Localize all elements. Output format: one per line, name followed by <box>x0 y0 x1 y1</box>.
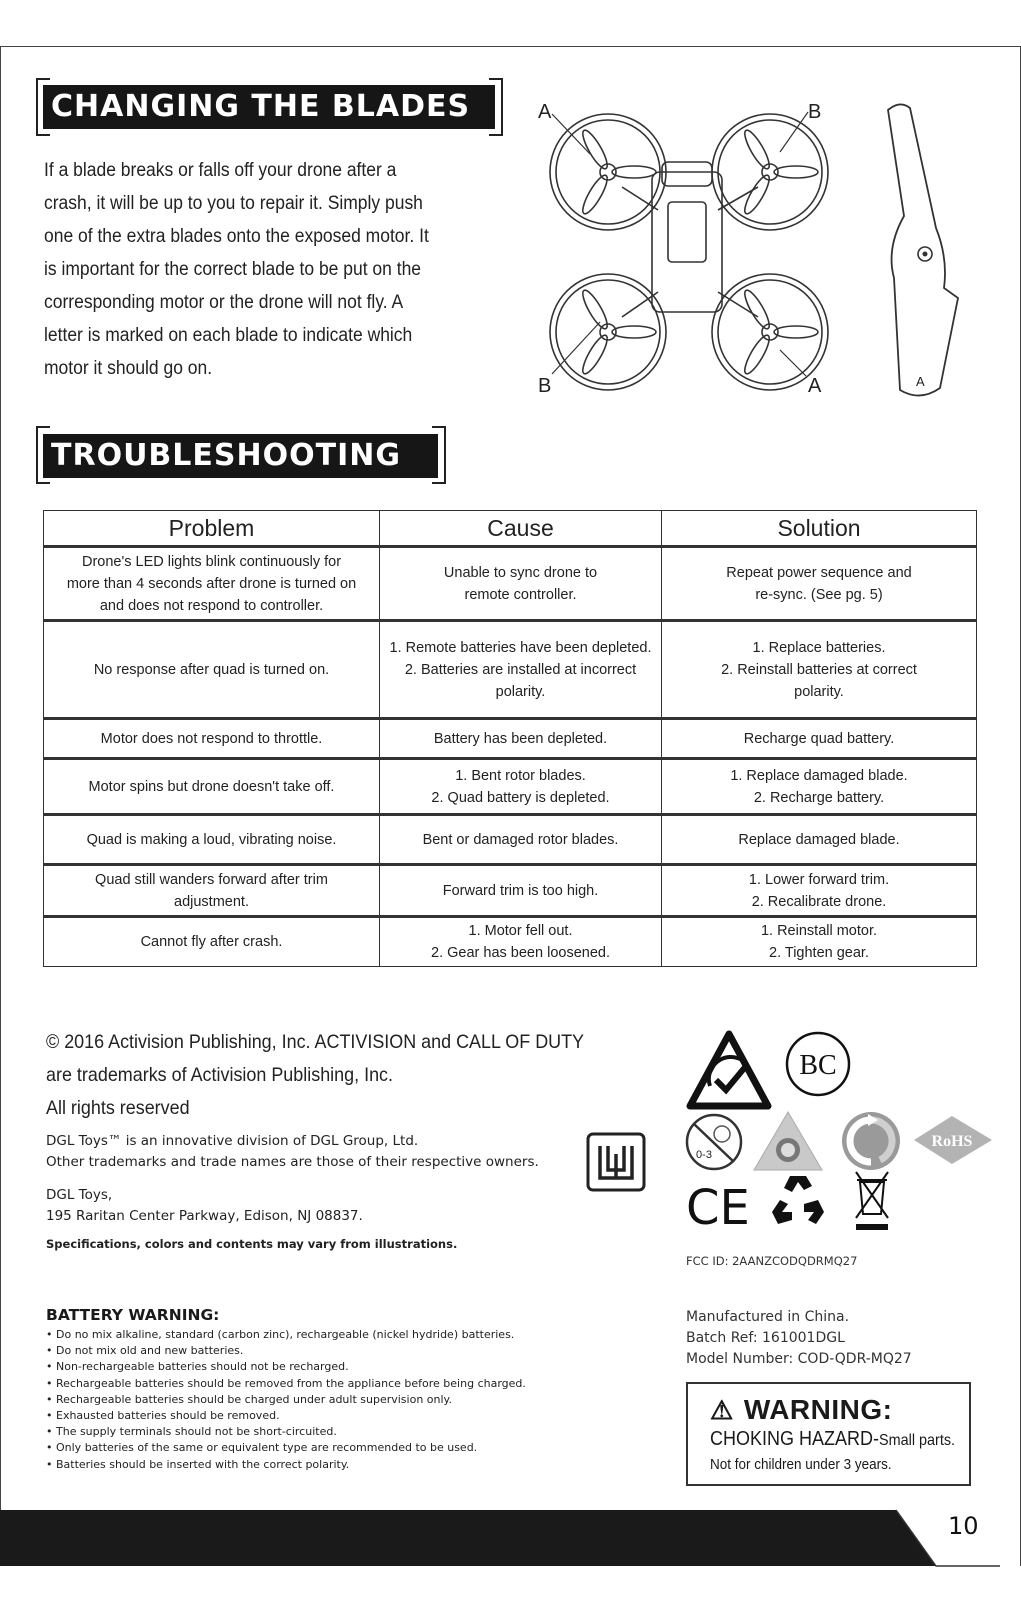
cause-line: polarity. <box>495 683 546 700</box>
problem-line: No response after quad is turned on. <box>93 661 330 678</box>
battery-warning-title: BATTERY WARNING: <box>46 1306 220 1324</box>
column-header-problem: Problem <box>44 511 380 547</box>
cause-cell <box>380 865 662 917</box>
lion-mark-icon <box>752 1110 824 1172</box>
label-bottom-left: B <box>538 375 552 397</box>
address <box>46 1185 626 1227</box>
label-bottom-right: A <box>808 375 822 397</box>
problem-line: Cannot fly after crash. <box>140 934 283 950</box>
solution-line: Repeat power sequence and <box>726 564 912 581</box>
manufacturing-info <box>686 1307 912 1370</box>
solution-cell <box>662 865 977 917</box>
solution-cell <box>662 547 977 621</box>
battery-warning-item: • Rechargeable batteries should be charged under adult supervision only. <box>46 1392 526 1408</box>
problem-line: Drone's LED lights blink continuously for <box>81 553 342 570</box>
rotor-guard <box>550 114 666 230</box>
problem-cell <box>44 917 380 967</box>
label-top-left: A <box>538 101 552 123</box>
copyright-notice <box>46 1026 616 1125</box>
address-line: 195 Raritan Center Parkway, Edison, NJ 08837. <box>46 1208 363 1224</box>
battery-warning-item: • Do not mix old and new batteries. <box>46 1343 526 1359</box>
table-row <box>44 719 977 759</box>
cause-line: 2. Gear has been loosened. <box>431 945 610 961</box>
svg-text:RoHS: RoHS <box>931 1133 973 1150</box>
problem-line: adjustment. <box>174 893 249 910</box>
green-dot-icon <box>840 1110 902 1172</box>
table-row <box>44 547 977 621</box>
cause-line: 2. Quad battery is depleted. <box>431 789 610 806</box>
battery-warning-item: • The supply terminals should not be short-circuited. <box>46 1424 526 1440</box>
problem-cell <box>44 719 380 759</box>
battery-warning-item: • Do no mix alkaline, standard (carbon zinc), rechargeable (nickel hydride) batteries. <box>46 1327 526 1343</box>
problem-line: Motor does not respond to throttle. <box>100 730 323 747</box>
solution-line: 1. Replace batteries. <box>752 639 886 656</box>
instruction-line: corresponding motor or the drone will not fly. A <box>44 292 404 313</box>
solution-cell <box>662 759 977 815</box>
warning-title: ⚠ WARNING: <box>710 1394 893 1425</box>
cause-cell <box>380 759 662 815</box>
drone-diagram <box>540 92 840 402</box>
cause-cell <box>380 547 662 621</box>
problem-cell <box>44 865 380 917</box>
cause-line: Forward trim is too high. <box>442 882 599 899</box>
battery-warning-item: • Non-rechargeable batteries should not be recharged. <box>46 1359 526 1375</box>
instruction-line: motor it should go on. <box>44 358 213 379</box>
problem-cell <box>44 759 380 815</box>
blades-heading: CHANGING THE BLADES <box>43 85 495 129</box>
problem-cell <box>44 815 380 865</box>
solution-line: re-sync. (See pg. 5) <box>755 586 883 603</box>
battery-warning-item: • Rechargeable batteries should be removed from the appliance before being charged. <box>46 1376 526 1392</box>
trademark-symbol-icon <box>586 1132 646 1192</box>
age-note: Not for children under 3 years. <box>710 1456 892 1473</box>
cause-cell <box>380 621 662 719</box>
manufacturing-line: Batch Ref: 161001DGL <box>686 1330 845 1346</box>
solution-cell <box>662 815 977 865</box>
svg-text:CE: CE <box>686 1180 750 1236</box>
label-top-right: B <box>808 101 822 123</box>
copyright-line: All rights reserved <box>46 1097 190 1119</box>
blade-diagram <box>880 98 970 408</box>
copyright-line: © 2016 Activision Publishing, Inc. ACTIVISION and CALL OF DUTY <box>46 1031 585 1053</box>
solution-line: 2. Reinstall batteries at correct <box>721 661 917 678</box>
copyright-line: are trademarks of Activision Publishing, Inc. <box>46 1064 394 1086</box>
cause-line: 1. Motor fell out. <box>468 923 573 939</box>
footer-bar <box>0 1508 1021 1568</box>
rotor-guard <box>712 274 828 390</box>
cause-line: remote controller. <box>464 586 577 603</box>
instruction-line: crash, it will be up to you to repair it. Simply push <box>44 193 423 214</box>
dgl-notice <box>46 1131 626 1173</box>
table-row <box>44 815 977 865</box>
problem-cell <box>44 547 380 621</box>
solution-cell <box>662 917 977 967</box>
svg-text:BC: BC <box>799 1050 837 1081</box>
page-number: 10 <box>948 1512 979 1540</box>
problem-cell <box>44 621 380 719</box>
cause-cell <box>380 719 662 759</box>
cause-line: Battery has been depleted. <box>433 730 608 747</box>
column-header-solution: Solution <box>662 511 977 547</box>
solution-line: 1. Lower forward trim. <box>748 871 890 888</box>
cause-line: 2. Batteries are installed at incorrect <box>404 661 637 678</box>
instruction-line: letter is marked on each blade to indicate which <box>44 325 413 346</box>
manufacturing-line: Manufactured in China. <box>686 1309 850 1325</box>
column-header-cause: Cause <box>380 511 662 547</box>
solution-line: Replace damaged blade. <box>738 831 900 848</box>
blades-instructions <box>44 154 449 385</box>
problem-line: Quad still wanders forward after trim <box>95 871 328 888</box>
weee-bin-icon <box>852 1168 892 1234</box>
problem-line: more than 4 seconds after drone is turned on <box>66 575 357 592</box>
manufacturing-line: Model Number: COD-QDR-MQ27 <box>686 1351 912 1367</box>
solution-line: 1. Replace damaged blade. <box>730 767 908 784</box>
battery-warning-list <box>46 1327 526 1473</box>
solution-cell <box>662 621 977 719</box>
problem-line: and does not respond to controller. <box>99 597 324 614</box>
rohs-mark-icon <box>912 1114 994 1166</box>
table-row <box>44 917 977 967</box>
cause-line: 1. Remote batteries have been depleted. <box>389 639 652 656</box>
address-line: DGL Toys, <box>46 1187 113 1203</box>
dgl-line: Other trademarks and trade names are those of their respective owners. <box>46 1154 539 1170</box>
troubleshooting-table <box>43 510 977 967</box>
fcc-id: FCC ID: 2AANZCODQDRMQ27 <box>686 1254 858 1268</box>
cause-line: Unable to sync drone to <box>443 564 598 581</box>
bc-mark-icon <box>784 1030 852 1098</box>
instruction-line: If a blade breaks or falls off your drone after a <box>44 160 397 181</box>
instruction-line: one of the extra blades onto the exposed motor. It <box>44 226 429 247</box>
solution-line: Recharge quad battery. <box>743 730 895 747</box>
rotor-guard <box>712 114 828 230</box>
recycle-icon <box>768 1170 828 1230</box>
troubleshooting-heading: TROUBLESHOOTING <box>43 434 438 478</box>
cause-line: Bent or damaged rotor blades. <box>422 831 619 848</box>
solution-line: 1. Reinstall motor. <box>760 923 878 939</box>
table-row <box>44 865 977 917</box>
ce-mark-icon <box>686 1180 752 1236</box>
problem-line: Quad is making a loud, vibrating noise. <box>86 831 337 848</box>
rcm-mark-icon <box>686 1030 772 1112</box>
blade-letter: A <box>916 374 925 389</box>
solution-line: 2. Tighten gear. <box>769 945 869 961</box>
solution-cell <box>662 719 977 759</box>
solution-line: polarity. <box>794 683 844 700</box>
rotor-guard <box>550 274 666 390</box>
solution-line: 2. Recalibrate drone. <box>751 893 887 910</box>
table-row <box>44 759 977 815</box>
battery-warning-item: • Exhausted batteries should be removed. <box>46 1408 526 1424</box>
battery-warning-item: • Only batteries of the same or equivalent type are recommended to be used. <box>46 1440 526 1456</box>
battery-warning-item: • Batteries should be inserted with the correct polarity. <box>46 1457 526 1473</box>
choking-hazard-text: CHOKING HAZARD-Small parts. <box>710 1428 956 1450</box>
cause-cell <box>380 815 662 865</box>
solution-line: 2. Recharge battery. <box>753 789 885 806</box>
cause-line: 1. Bent rotor blades. <box>455 767 586 784</box>
svg-text:0-3: 0-3 <box>696 1149 712 1161</box>
warning-triangle-icon: ⚠ <box>710 1395 734 1425</box>
table-row <box>44 621 977 719</box>
instruction-line: is important for the correct blade to be put on the <box>44 259 422 280</box>
dgl-line: DGL Toys™ is an innovative division of DGL Group, Ltd. <box>46 1133 419 1149</box>
legal-section <box>46 1026 626 1251</box>
age-warning-icon <box>684 1112 744 1172</box>
cause-cell <box>380 917 662 967</box>
spec-note: Specifications, colors and contents may vary from illustrations. <box>46 1237 458 1251</box>
problem-line: Motor spins but drone doesn't take off. <box>88 778 335 795</box>
choking-warning-box <box>686 1382 971 1486</box>
